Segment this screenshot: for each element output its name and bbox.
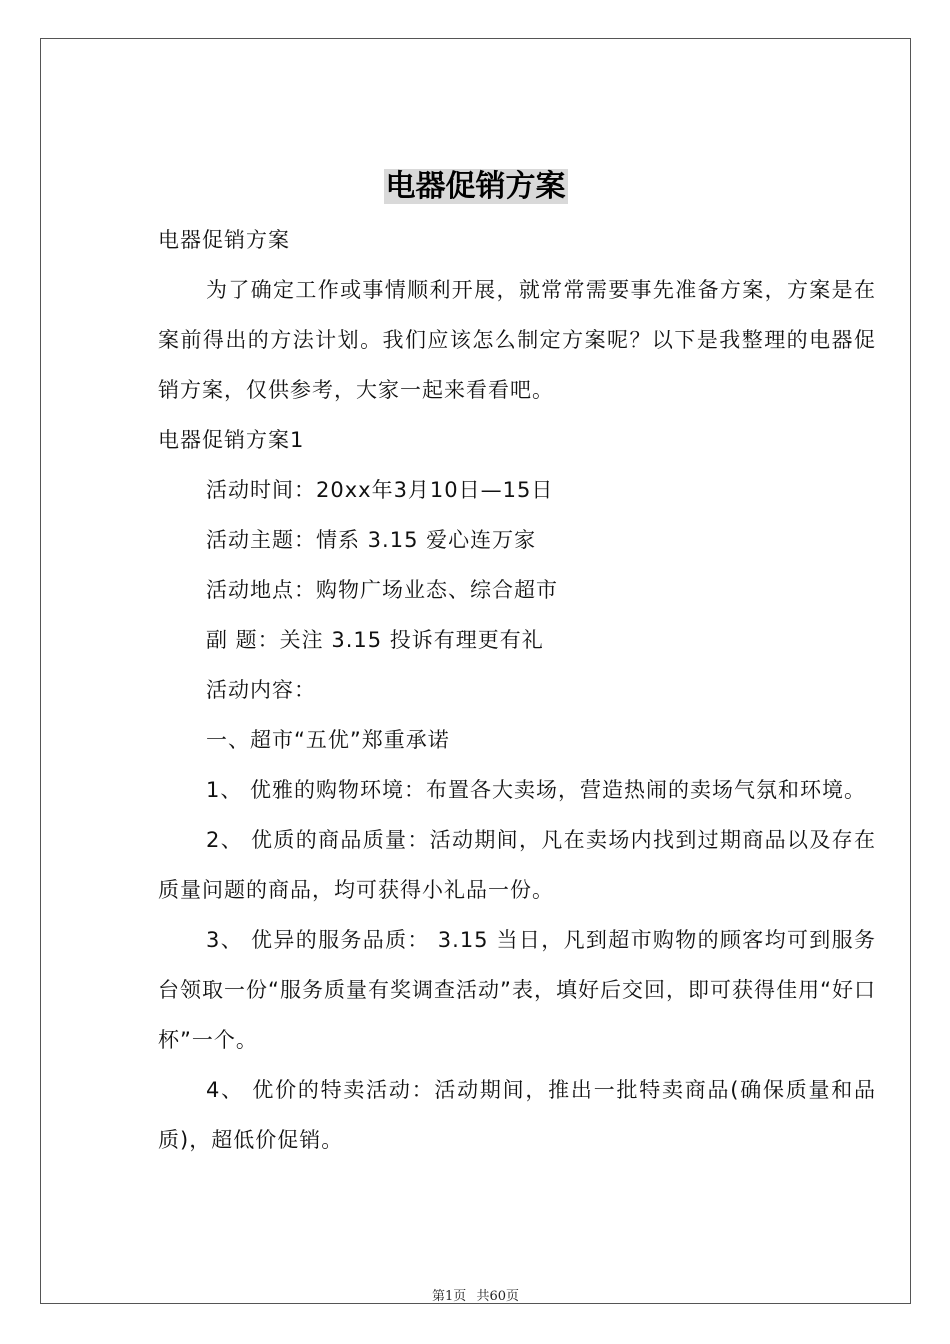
- page-number: 第1页: [432, 1289, 467, 1304]
- paragraph: 活动内容：: [206, 678, 316, 702]
- paragraph: 副 题：关注 3.15 投诉有理更有礼: [206, 628, 544, 652]
- document-page: [40, 38, 911, 1304]
- document-title: [41, 167, 910, 207]
- page-footer: [41, 1285, 910, 1304]
- paragraph: 4、 优价的特卖活动：活动期间，推出一批特卖商品(确保质量和品质)，超低价促销。: [158, 1078, 876, 1152]
- paragraph: 3、 优异的服务品质： 3.15 当日，凡到超市购物的顾客均可到服务台领取一份“服务质量有奖调查活动”表，填好后交回，即可获得佳用“好口杯”一个。: [158, 928, 876, 1052]
- paragraph: 活动地点：购物广场业态、综合超市: [206, 578, 558, 602]
- paragraph: 活动主题：情系 3.15 爱心连万家: [206, 528, 537, 552]
- paragraph: 一、超市“五优”郑重承诺: [206, 728, 450, 752]
- paragraph: 2、 优质的商品质量：活动期间，凡在卖场内找到过期商品以及存在质量问题的商品，均可获得小礼品一份。: [158, 828, 876, 902]
- paragraph: 1、 优雅的购物环境：布置各大卖场，营造热闹的卖场气氛和环境。: [206, 778, 867, 802]
- paragraph: 电器促销方案1: [158, 428, 305, 452]
- paragraph: 电器促销方案: [158, 228, 290, 252]
- paragraph: 为了确定工作或事情顺利开展，就常常需要事先准备方案，方案是在案前得出的方法计划。我们应该怎么制定方案呢？以下是我整理的电器促销方案，仅供参考，大家一起来看看吧。: [158, 278, 876, 402]
- document-title-text: 电器促销方案: [385, 169, 566, 204]
- paragraph: 活动时间：20xx年3月10日—15日: [206, 478, 554, 502]
- page-total: 共60页: [476, 1289, 519, 1304]
- document-body: [158, 215, 876, 1165]
